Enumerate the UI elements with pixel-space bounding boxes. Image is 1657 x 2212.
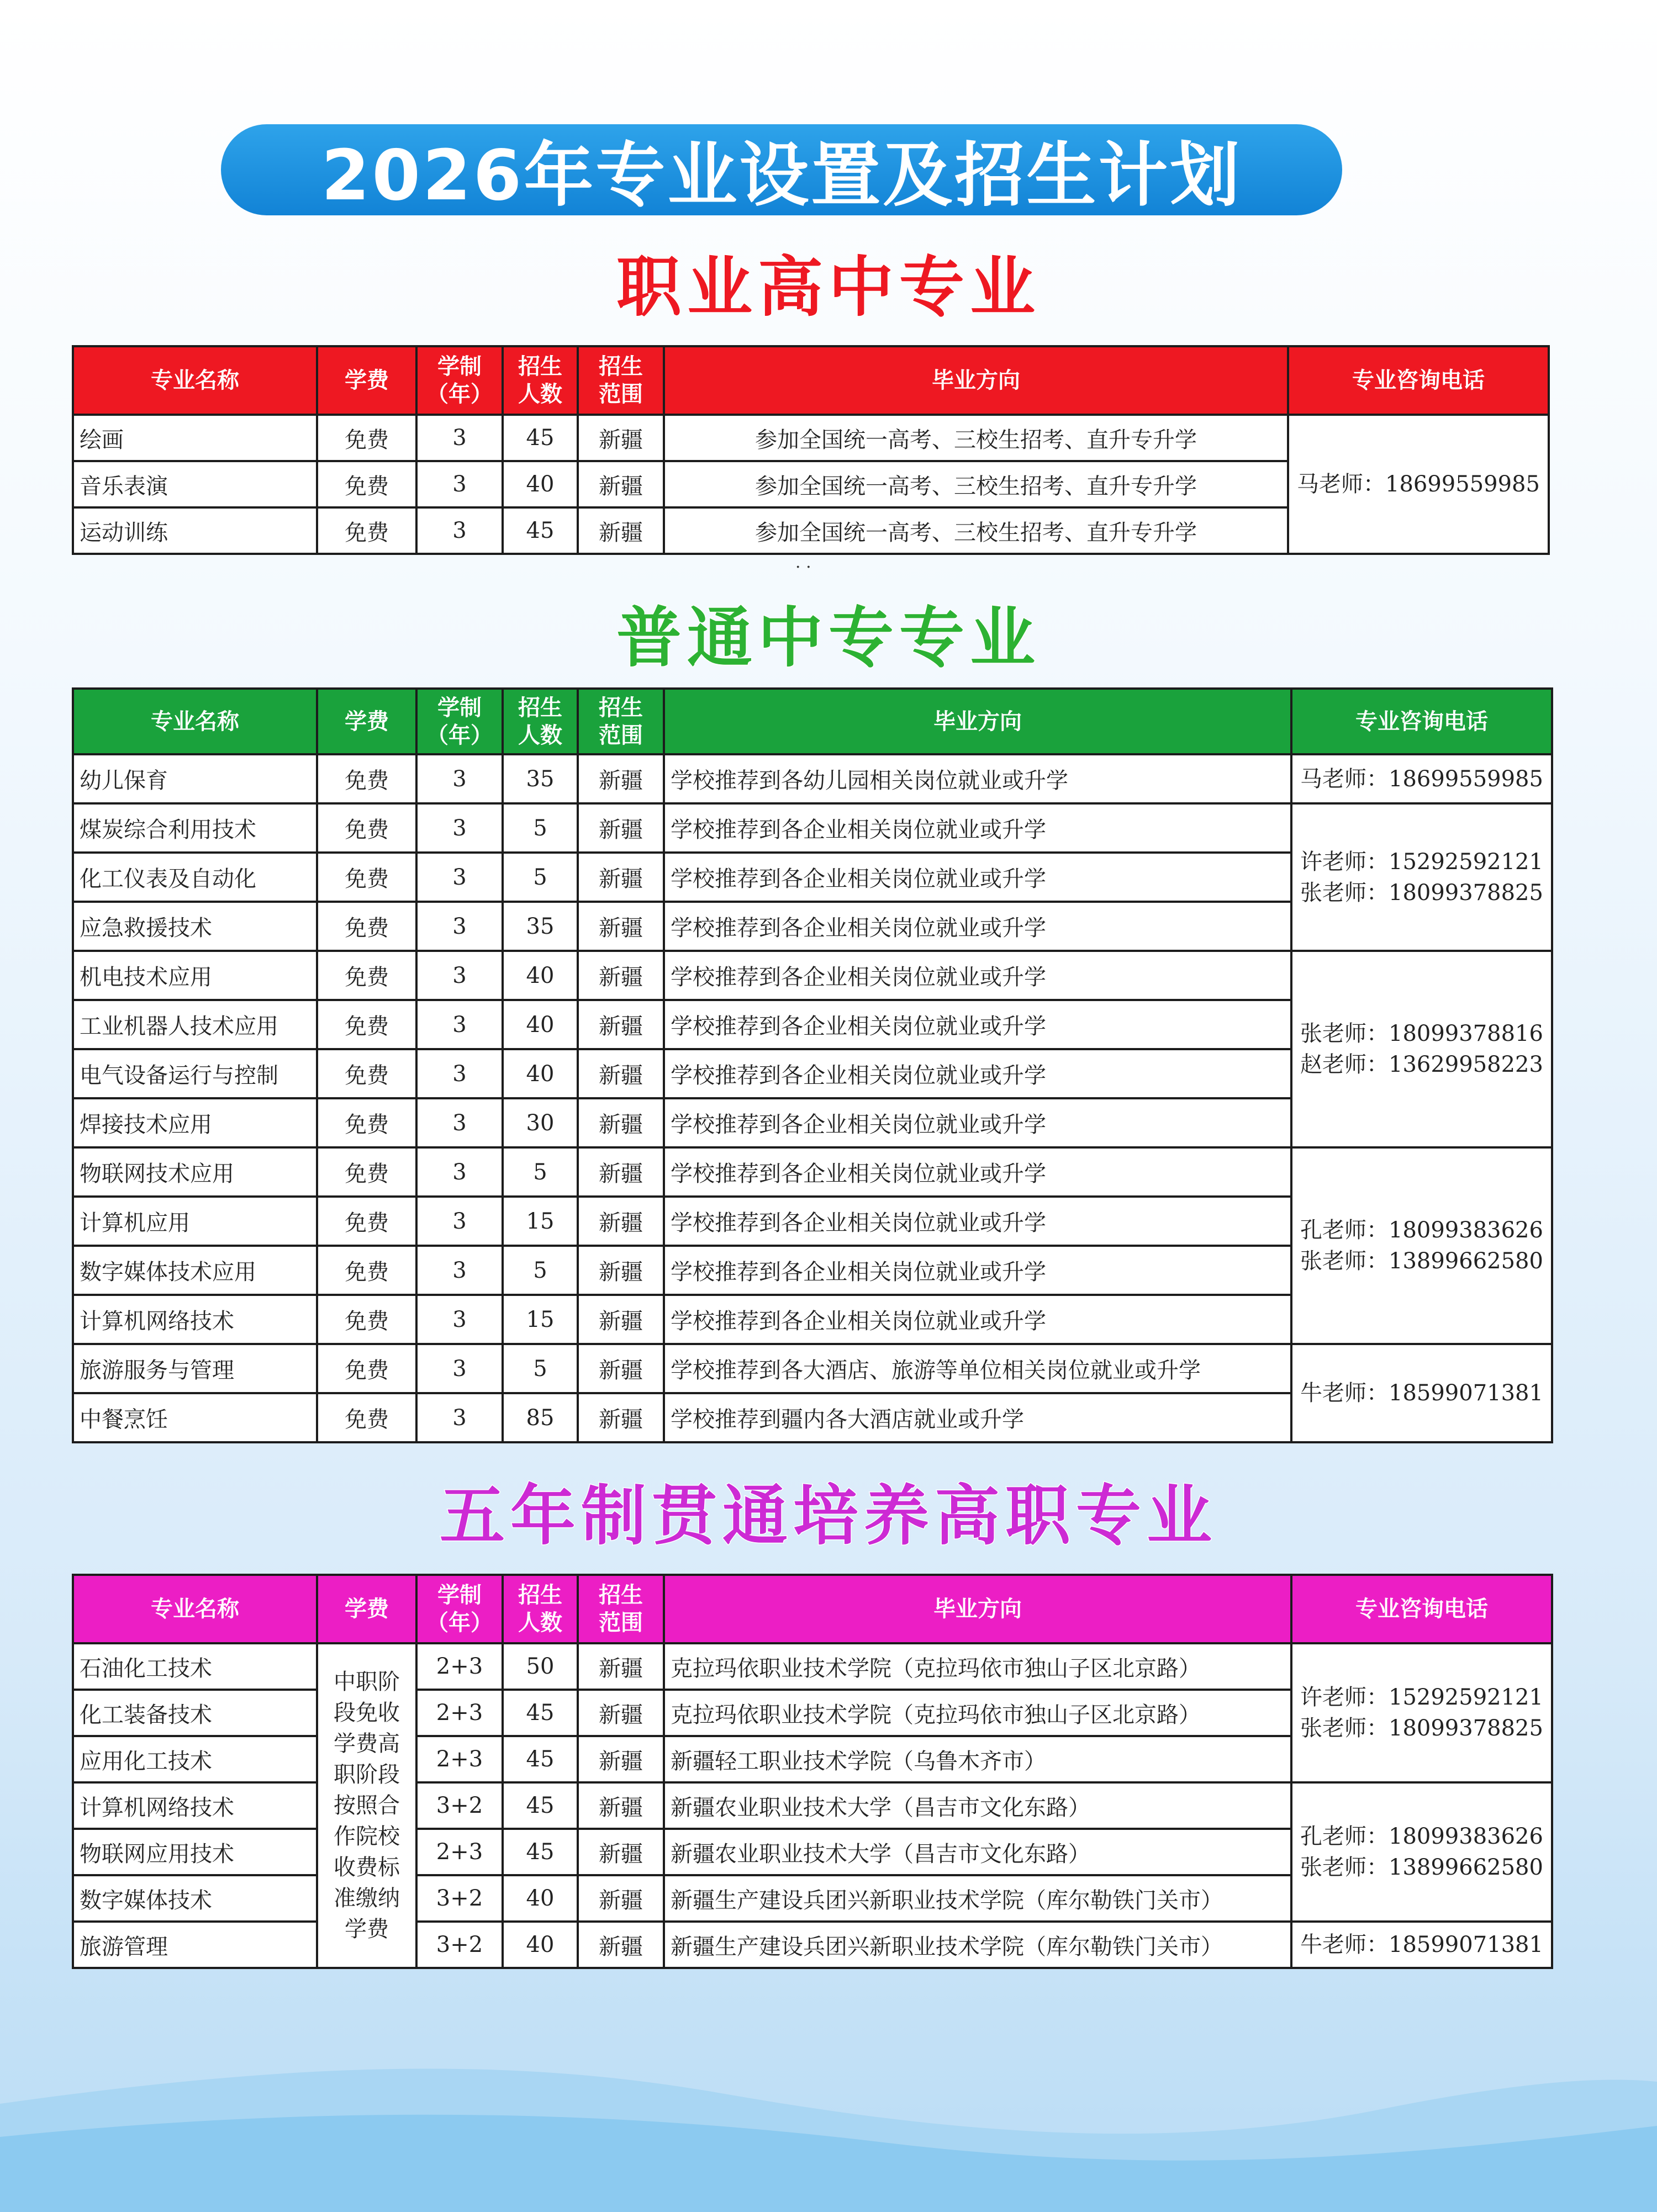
header-count: 招生 人数 [503, 346, 578, 415]
fee: 免费 [317, 415, 416, 461]
major-name: 旅游管理 [73, 1922, 317, 1968]
header-count: 招生 人数 [503, 1575, 578, 1643]
fee: 免费 [317, 1393, 416, 1442]
years: 3 [416, 803, 503, 853]
scope: 新疆 [578, 461, 664, 507]
years: 3 [416, 951, 503, 1000]
scope: 新疆 [578, 902, 664, 951]
fee: 免费 [317, 1197, 416, 1246]
header-major: 专业名称 [73, 1575, 317, 1643]
direction: 学校推荐到各企业相关岗位就业或升学 [664, 1246, 1291, 1295]
five-year-title: 五年制贯通培养高职专业 [439, 1478, 1217, 1554]
scope: 新疆 [578, 1147, 664, 1197]
page-title-banner [221, 124, 1342, 215]
major-name: 焊接技术应用 [73, 1098, 317, 1147]
count: 40 [503, 1875, 578, 1922]
major-name: 煤炭综合利用技术 [73, 803, 317, 853]
direction: 新疆农业职业技术大学（昌吉市文化东路） [664, 1829, 1291, 1875]
major-name: 运动训练 [73, 507, 317, 554]
direction: 学校推荐到各企业相关岗位就业或升学 [664, 902, 1291, 951]
header-years: 学制 （年） [416, 689, 503, 754]
scope: 新疆 [578, 1197, 664, 1246]
header-years: 学制 （年） [416, 1575, 503, 1643]
direction: 新疆生产建设兵团兴新职业技术学院（库尔勒铁门关市） [664, 1875, 1291, 1922]
major-name: 绘画 [73, 415, 317, 461]
years: 3 [416, 1147, 503, 1197]
years: 3 [416, 1049, 503, 1098]
contact-phone: 马老师：18699559985 [1300, 766, 1543, 792]
count: 45 [503, 415, 578, 461]
years: 3+2 [416, 1782, 503, 1829]
header-direction: 毕业方向 [664, 689, 1291, 754]
fee: 免费 [317, 1246, 416, 1295]
major-name: 物联网应用技术 [73, 1829, 317, 1875]
fee-note: 中职阶段免收学费高职阶段按照合作院校收费标准缴纳学费 [317, 1643, 416, 1968]
fee: 免费 [317, 902, 416, 951]
count: 50 [503, 1643, 578, 1690]
major-name: 数字媒体技术 [73, 1875, 317, 1922]
direction: 新疆农业职业技术大学（昌吉市文化东路） [664, 1782, 1291, 1829]
major-name: 电气设备运行与控制 [73, 1049, 317, 1098]
direction: 新疆生产建设兵团兴新职业技术学院（库尔勒铁门关市） [664, 1922, 1291, 1968]
count: 5 [503, 1344, 578, 1393]
scope: 新疆 [578, 1098, 664, 1147]
contact-cell [1291, 754, 1552, 803]
count: 5 [503, 853, 578, 902]
contact-phone: 牛老师：18599071381 [1300, 1380, 1543, 1406]
header-count: 招生 人数 [503, 689, 578, 754]
contact-phone: 许老师：15292592121 [1300, 1685, 1543, 1710]
five-year-table [72, 1574, 1553, 1969]
fee: 免费 [317, 461, 416, 507]
major-name: 计算机网络技术 [73, 1782, 317, 1829]
direction: 学校推荐到疆内各大酒店就业或升学 [664, 1393, 1291, 1442]
count: 40 [503, 461, 578, 507]
major-name: 工业机器人技术应用 [73, 1000, 317, 1049]
years: 3+2 [416, 1875, 503, 1922]
scope: 新疆 [578, 853, 664, 902]
years: 3 [416, 1197, 503, 1246]
header-years: 学制 （年） [416, 346, 503, 415]
contact-cell [1291, 1643, 1552, 1782]
direction: 参加全国统一高考、三校生招考、直升专升学 [664, 461, 1288, 507]
fee: 免费 [317, 803, 416, 853]
fee: 免费 [317, 754, 416, 803]
count: 5 [503, 1246, 578, 1295]
contact-cell [1288, 415, 1549, 554]
header-major: 专业名称 [73, 689, 317, 754]
count: 40 [503, 1000, 578, 1049]
major-name: 幼儿保育 [73, 754, 317, 803]
vocational-high-table [72, 345, 1550, 555]
years: 3 [416, 415, 503, 461]
contact-phone: 孔老师：18099383626 [1300, 1218, 1543, 1243]
contact-phone: 牛老师：18599071381 [1300, 1932, 1543, 1957]
count: 35 [503, 902, 578, 951]
scope: 新疆 [578, 415, 664, 461]
major-name: 计算机应用 [73, 1197, 317, 1246]
scope: 新疆 [578, 1782, 664, 1829]
scope: 新疆 [578, 1875, 664, 1922]
direction: 学校推荐到各企业相关岗位就业或升学 [664, 1098, 1291, 1147]
years: 2+3 [416, 1829, 503, 1875]
fee: 免费 [317, 1098, 416, 1147]
fee: 免费 [317, 1049, 416, 1098]
direction: 克拉玛依职业技术学院（克拉玛依市独山子区北京路） [664, 1690, 1291, 1736]
contact-cell [1291, 951, 1552, 1147]
header-fee: 学费 [317, 346, 416, 415]
scope: 新疆 [578, 803, 664, 853]
years: 3 [416, 902, 503, 951]
table-row [73, 415, 1549, 461]
header-direction: 毕业方向 [664, 1575, 1291, 1643]
scope: 新疆 [578, 1829, 664, 1875]
years: 3 [416, 507, 503, 554]
header-contact: 专业咨询电话 [1291, 1575, 1552, 1643]
header-fee: 学费 [317, 1575, 416, 1643]
header-scope: 招生 范围 [578, 346, 664, 415]
table-header-row [73, 346, 1549, 415]
header-scope: 招生 范围 [578, 689, 664, 754]
years: 3 [416, 1344, 503, 1393]
direction: 学校推荐到各企业相关岗位就业或升学 [664, 1049, 1291, 1098]
scope: 新疆 [578, 1643, 664, 1690]
table-row [73, 1643, 1552, 1690]
major-name: 化工仪表及自动化 [73, 853, 317, 902]
vocational-high-title: 职业高中专业 [616, 249, 1041, 325]
years: 3 [416, 1393, 503, 1442]
scope: 新疆 [578, 1295, 664, 1344]
fee: 免费 [317, 853, 416, 902]
scope: 新疆 [578, 1922, 664, 1968]
years: 3 [416, 754, 503, 803]
years: 3+2 [416, 1922, 503, 1968]
fee: 免费 [317, 1344, 416, 1393]
count: 35 [503, 754, 578, 803]
table-row [73, 803, 1552, 853]
contact-cell [1291, 1147, 1552, 1344]
major-name: 计算机网络技术 [73, 1295, 317, 1344]
contact-phone: 张老师：13899662580 [1300, 1855, 1543, 1880]
scope: 新疆 [578, 1393, 664, 1442]
header-fee: 学费 [317, 689, 416, 754]
scope: 新疆 [578, 754, 664, 803]
direction: 新疆轻工职业技术学院（乌鲁木齐市） [664, 1736, 1291, 1782]
direction: 学校推荐到各企业相关岗位就业或升学 [664, 1197, 1291, 1246]
major-name: 数字媒体技术应用 [73, 1246, 317, 1295]
table-header-row [73, 689, 1552, 754]
table-header-row [73, 1575, 1552, 1643]
contact-phone: 张老师：18099378825 [1300, 880, 1543, 906]
count: 40 [503, 1922, 578, 1968]
major-name: 石油化工技术 [73, 1643, 317, 1690]
major-name: 物联网技术应用 [73, 1147, 317, 1197]
fee: 免费 [317, 1295, 416, 1344]
count: 30 [503, 1098, 578, 1147]
years: 2+3 [416, 1736, 503, 1782]
scope: 新疆 [578, 1690, 664, 1736]
table-row [73, 1344, 1552, 1393]
years: 3 [416, 853, 503, 902]
scope: 新疆 [578, 1736, 664, 1782]
count: 15 [503, 1197, 578, 1246]
header-contact: 专业咨询电话 [1288, 346, 1549, 415]
contact-cell [1291, 803, 1552, 951]
count: 45 [503, 1736, 578, 1782]
contact-cell [1291, 1344, 1552, 1442]
direction: 学校推荐到各大酒店、旅游等单位相关岗位就业或升学 [664, 1344, 1291, 1393]
direction: 参加全国统一高考、三校生招考、直升专升学 [664, 415, 1288, 461]
contact-cell [1291, 1922, 1552, 1968]
direction: 学校推荐到各企业相关岗位就业或升学 [664, 1295, 1291, 1344]
years: 2+3 [416, 1643, 503, 1690]
contact-phone: 张老师：18099378816 [1300, 1021, 1543, 1046]
secondary-vocational-title: 普通中专专业 [616, 600, 1041, 676]
count: 5 [503, 803, 578, 853]
count: 45 [503, 507, 578, 554]
scope: 新疆 [578, 1344, 664, 1393]
direction: 克拉玛依职业技术学院（克拉玛依市独山子区北京路） [664, 1643, 1291, 1690]
table-row [73, 1147, 1552, 1197]
contact-phone: 许老师：15292592121 [1300, 849, 1543, 875]
header-scope: 招生 范围 [578, 1575, 664, 1643]
major-name: 旅游服务与管理 [73, 1344, 317, 1393]
contact-phone: 赵老师：13629958223 [1300, 1052, 1543, 1077]
years: 2+3 [416, 1690, 503, 1736]
header-direction: 毕业方向 [664, 346, 1288, 415]
direction: 学校推荐到各幼儿园相关岗位就业或升学 [664, 754, 1291, 803]
years: 3 [416, 1000, 503, 1049]
secondary-vocational-table [72, 687, 1553, 1443]
count: 15 [503, 1295, 578, 1344]
fee: 免费 [317, 1147, 416, 1197]
decorative-dots: · · [795, 558, 811, 577]
years: 3 [416, 1246, 503, 1295]
table-row [73, 951, 1552, 1000]
table-row [73, 1782, 1552, 1829]
contact-cell [1291, 1782, 1552, 1922]
years: 3 [416, 1098, 503, 1147]
major-name: 应急救援技术 [73, 902, 317, 951]
fee: 免费 [317, 507, 416, 554]
scope: 新疆 [578, 1000, 664, 1049]
direction: 学校推荐到各企业相关岗位就业或升学 [664, 803, 1291, 853]
header-contact: 专业咨询电话 [1291, 689, 1552, 754]
contact-phone: 张老师：18099378825 [1300, 1716, 1543, 1741]
scope: 新疆 [578, 1049, 664, 1098]
count: 85 [503, 1393, 578, 1442]
contact-phone: 张老师：13899662580 [1300, 1248, 1543, 1274]
fee: 免费 [317, 951, 416, 1000]
count: 45 [503, 1829, 578, 1875]
scope: 新疆 [578, 951, 664, 1000]
contact-phone: 马老师：18699559985 [1297, 472, 1540, 497]
major-name: 机电技术应用 [73, 951, 317, 1000]
direction: 学校推荐到各企业相关岗位就业或升学 [664, 1147, 1291, 1197]
scope: 新疆 [578, 1246, 664, 1295]
page-title: 2026年专业设置及招生计划 [321, 135, 1242, 216]
count: 45 [503, 1782, 578, 1829]
count: 40 [503, 951, 578, 1000]
table-row [73, 1922, 1552, 1968]
scope: 新疆 [578, 507, 664, 554]
count: 45 [503, 1690, 578, 1736]
major-name: 化工装备技术 [73, 1690, 317, 1736]
years: 3 [416, 461, 503, 507]
fee: 免费 [317, 1000, 416, 1049]
contact-phone: 孔老师：18099383626 [1300, 1824, 1543, 1849]
major-name: 中餐烹饪 [73, 1393, 317, 1442]
table-row [73, 754, 1552, 803]
header-major: 专业名称 [73, 346, 317, 415]
direction: 学校推荐到各企业相关岗位就业或升学 [664, 1000, 1291, 1049]
major-name: 应用化工技术 [73, 1736, 317, 1782]
bottom-wave-decoration [0, 2043, 1657, 2212]
major-name: 音乐表演 [73, 461, 317, 507]
count: 5 [503, 1147, 578, 1197]
direction: 参加全国统一高考、三校生招考、直升专升学 [664, 507, 1288, 554]
direction: 学校推荐到各企业相关岗位就业或升学 [664, 951, 1291, 1000]
count: 40 [503, 1049, 578, 1098]
direction: 学校推荐到各企业相关岗位就业或升学 [664, 853, 1291, 902]
years: 3 [416, 1295, 503, 1344]
